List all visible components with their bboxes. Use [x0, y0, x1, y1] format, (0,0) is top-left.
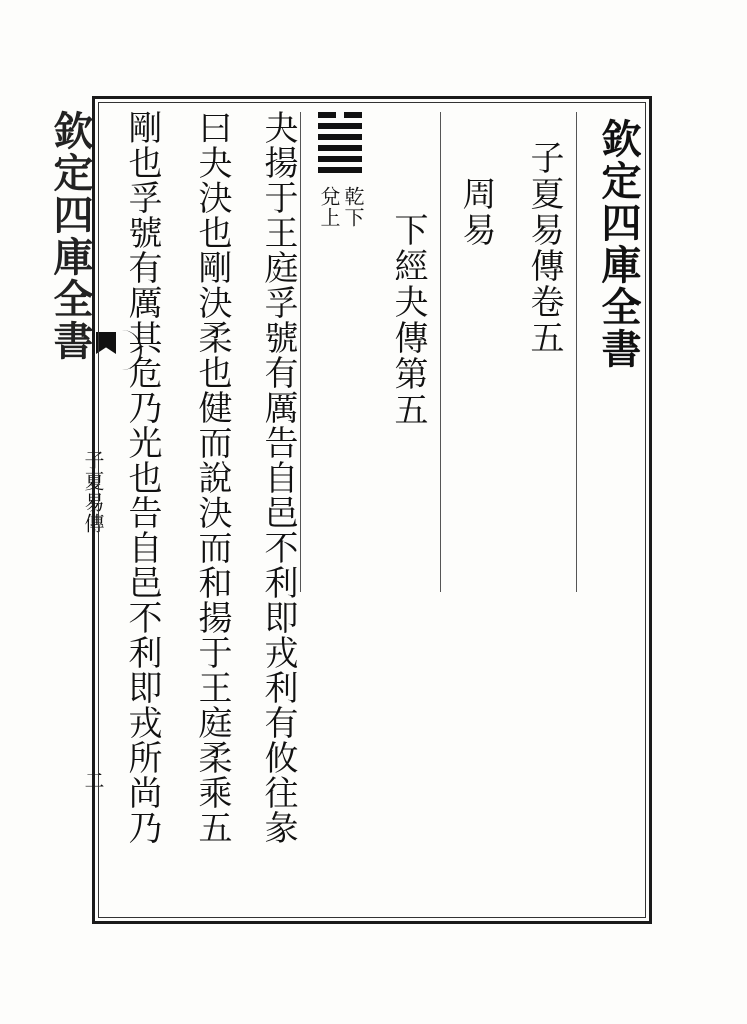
body-column-3: 剛也孚號有厲其危乃光也告自邑不利即戎所尚乃 — [122, 110, 162, 845]
hexagram-figure — [318, 112, 362, 178]
body-column-1: 夬揚于王庭孚號有厲告自邑不利即戎利有攸往彖 — [258, 110, 298, 845]
book-name: 周易 — [456, 176, 496, 248]
hexagram-line — [318, 156, 362, 162]
section-title: 下經夬傳第五 — [388, 212, 428, 428]
trigram-upper-label: 乾下 — [341, 186, 365, 228]
collection-banner: 欽定四庫全書 — [595, 118, 642, 370]
hexagram-line — [318, 134, 362, 140]
body-column-2: 曰夬決也剛決柔也健而說決而和揚于王庭柔乘五 — [192, 110, 232, 845]
hexagram-line — [318, 112, 362, 118]
hexagram-line — [318, 123, 362, 129]
column-rule — [576, 112, 577, 592]
hexagram-line — [318, 167, 362, 173]
volume-title: 子夏易傳卷五 — [524, 140, 564, 356]
margin-book-title: 子夏易傳 — [81, 450, 105, 534]
spine-banner: 欽定四庫全書 — [47, 110, 94, 362]
hexagram-line — [318, 145, 362, 151]
column-rule — [300, 112, 301, 592]
margin-page-number: 二 — [81, 770, 105, 791]
trigram-lower-label: 兌上 — [317, 186, 341, 228]
column-rule — [440, 112, 441, 592]
